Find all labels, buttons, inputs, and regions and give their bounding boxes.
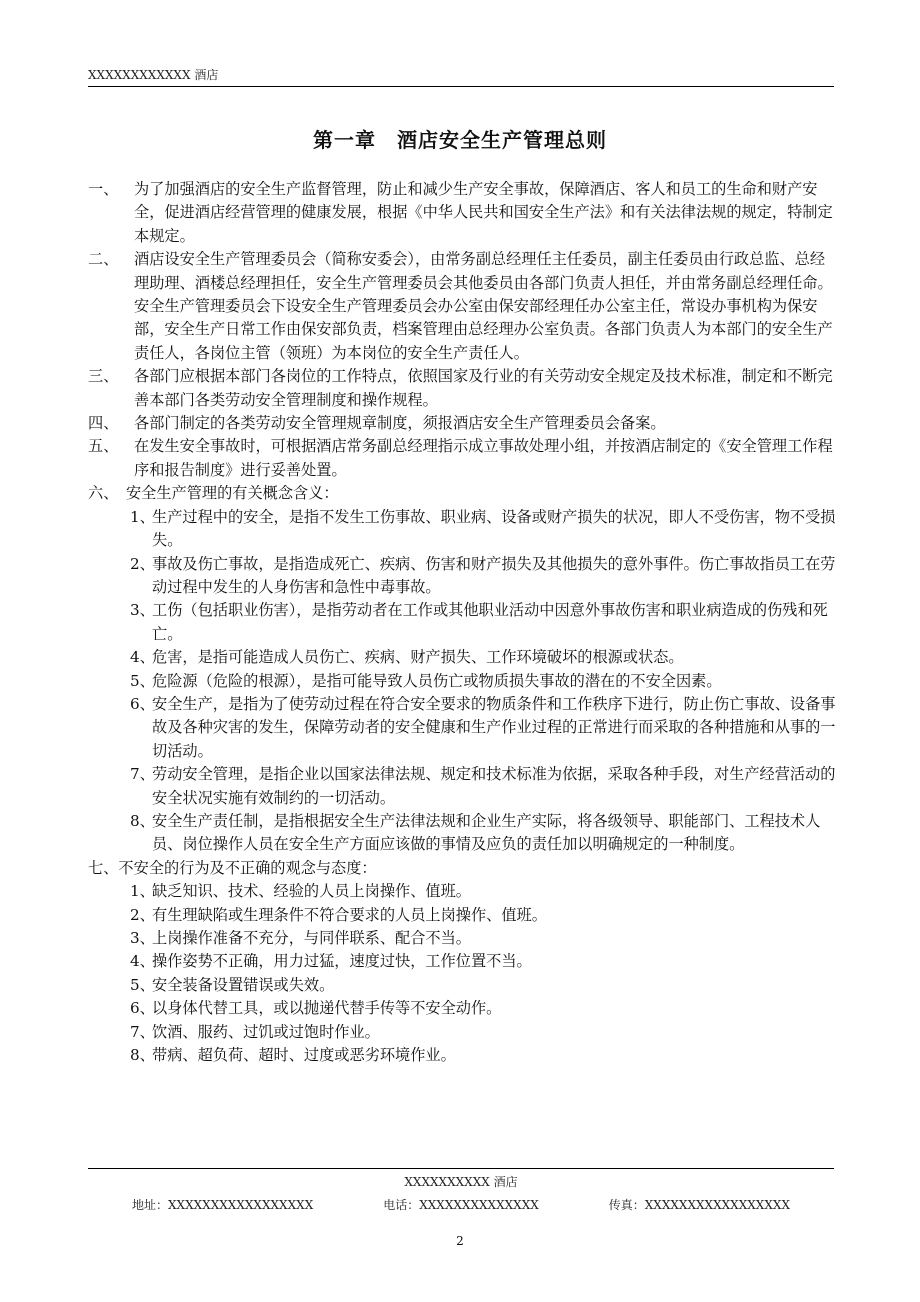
section-text: 酒店设安全生产管理委员会（简称安委会），由常务副总经理任主任委员，副主任委员由行政总监、总经理助理、酒楼总经理担任，安全生产管理委员会其他委员由各部门负责人担任，并由常务副总经理任命。安全生产管理委员会下设安全生产管理委员会办公室由保安部经理任办公室主任，常设办事机构为保安部，安全生产日常工作由保安部负责，档案管理由总经理办公室负责。各部门负责人为本部门的安全生产责任人，各岗位主管（领班）为本岗位的安全生产责任人。 bbox=[134, 250, 833, 362]
footer-address: 地址：XXXXXXXXXXXXXXXXX bbox=[132, 1198, 314, 1212]
list-item bbox=[130, 599, 838, 646]
list-item bbox=[130, 880, 838, 903]
item-number: 6、 bbox=[130, 694, 155, 713]
list-item bbox=[130, 646, 838, 669]
footer-contact-line bbox=[88, 1196, 834, 1213]
section-text: 在发生安全事故时，可根据酒店常务副总经理指示成立事故处理小组，并按酒店制定的《安全管理工作程序和报告制度》进行妥善处置。 bbox=[134, 437, 833, 479]
item-number: 4、 bbox=[130, 648, 155, 667]
list-item bbox=[130, 974, 838, 997]
list-item bbox=[130, 1044, 838, 1067]
section-6-heading: 六、 安全生产管理的有关概念含义： bbox=[88, 484, 339, 503]
item-text: 带病、超负荷、超时、过度或恶劣环境作业。 bbox=[152, 1046, 456, 1065]
page-number: 2 bbox=[456, 1234, 464, 1248]
item-number: 2、 bbox=[130, 554, 155, 573]
item-number: 6、 bbox=[130, 999, 155, 1018]
section-7-heading: 七、不安全的行为及不正确的观念与态度： bbox=[88, 858, 377, 877]
section-number: 五、 bbox=[88, 437, 119, 456]
item-text: 安全生产责任制，是指根据安全生产法律法规和企业生产实际，将各级领导、职能部门、工程技术人员、岗位操作人员在安全生产方面应该做的事情及应负的责任加以明确规定的一种制度。 bbox=[152, 811, 821, 854]
list-item bbox=[130, 553, 838, 600]
item-text: 饮酒、服药、过饥或过饱时作业。 bbox=[152, 1022, 380, 1041]
item-number: 1、 bbox=[130, 882, 155, 901]
item-number: 7、 bbox=[130, 765, 155, 784]
item-text: 以身体代替工具，或以抛递代替手传等不安全动作。 bbox=[152, 999, 502, 1018]
item-number: 3、 bbox=[130, 601, 155, 620]
page-footer bbox=[88, 1168, 834, 1213]
list-item bbox=[130, 1021, 838, 1044]
section-number: 四、 bbox=[88, 414, 119, 433]
list-item bbox=[130, 904, 838, 927]
item-number: 8、 bbox=[130, 811, 155, 830]
header-text: XXXXXXXXXXXX 酒店 bbox=[88, 68, 219, 82]
item-text: 劳动安全管理，是指企业以国家法律法规、规定和技术标准为依据，采取各种手段，对生产经营活动的安全状况实施有效制约的一切活动。 bbox=[152, 765, 836, 807]
item-text: 上岗操作准备不充分，与同伴联系、配合不当。 bbox=[152, 929, 471, 947]
list-item bbox=[130, 950, 838, 973]
item-number: 5、 bbox=[130, 671, 155, 690]
item-text: 安全装备设置错误或失效。 bbox=[152, 975, 335, 994]
item-number: 8、 bbox=[130, 1046, 155, 1065]
item-text: 操作姿势不正确，用力过猛，速度过快，工作位置不当。 bbox=[152, 952, 532, 971]
section-4 bbox=[88, 412, 838, 435]
list-item bbox=[130, 997, 838, 1020]
page-header bbox=[88, 66, 834, 87]
section-3 bbox=[88, 365, 838, 412]
section-1 bbox=[88, 178, 838, 248]
item-number: 4、 bbox=[130, 952, 155, 971]
item-number: 5、 bbox=[130, 975, 155, 994]
section-number: 一、 bbox=[88, 180, 119, 198]
item-text: 危险源（危险的根源），是指可能导致人员伤亡或物质损失事故的潜在的不安全因素。 bbox=[152, 671, 722, 690]
section-number: 二、 bbox=[88, 250, 119, 269]
list-item bbox=[130, 810, 838, 857]
item-number: 3、 bbox=[130, 929, 155, 947]
document-body bbox=[88, 178, 838, 1067]
item-number: 7、 bbox=[130, 1022, 155, 1041]
footer-hotel-name: XXXXXXXXXX 酒店 bbox=[404, 1175, 518, 1189]
item-number: 2、 bbox=[130, 905, 155, 924]
section-number: 三、 bbox=[88, 367, 119, 386]
section-5 bbox=[88, 435, 838, 482]
item-text: 事故及伤亡事故，是指造成死亡、疾病、伤害和财产损失及其他损失的意外事件。伤亡事故指员工在劳动过程中发生的人身伤害和急性中毒事故。 bbox=[152, 554, 836, 596]
list-item bbox=[130, 506, 838, 553]
item-text: 安全生产，是指为了使劳动过程在符合安全要求的物质条件和工作秩序下进行，防止伤亡事故、设备事故及各种灾害的发生，保障劳动者的安全健康和生产作业过程的正常进行而采取的各种措施和从事的一切活动。 bbox=[152, 694, 836, 760]
item-text: 生产过程中的安全，是指不发生工伤事故、职业病、设备或财产损失的状况，即人不受伤害，物不受损失。 bbox=[152, 507, 836, 550]
item-text: 缺乏知识、技术、经验的人员上岗操作、值班。 bbox=[152, 882, 471, 901]
section-text: 各部门制定的各类劳动安全管理规章制度，须报酒店安全生产管理委员会备案。 bbox=[134, 414, 666, 433]
footer-phone: 电话：XXXXXXXXXXXXXX bbox=[383, 1198, 539, 1212]
list-item bbox=[130, 693, 838, 763]
list-item bbox=[130, 927, 838, 950]
item-text: 工伤（包括职业伤害），是指劳动者在工作或其他职业活动中因意外事故伤害和职业病造成的伤残和死亡。 bbox=[152, 601, 828, 643]
footer-fax: 传真：XXXXXXXXXXXXXXXXX bbox=[608, 1198, 790, 1212]
item-text: 有生理缺陷或生理条件不符合要求的人员上岗操作、值班。 bbox=[152, 905, 547, 924]
list-item bbox=[130, 670, 838, 693]
section-text: 为了加强酒店的安全生产监督管理，防止和减少生产安全事故，保障酒店、客人和员工的生命和财产安全，促进酒店经营管理的健康发展，根据《中华人民共和国安全生产法》和有关法律法规的规定，特制定本规定。 bbox=[134, 180, 833, 245]
item-number: 1、 bbox=[130, 507, 155, 526]
section-text: 各部门应根据本部门各岗位的工作特点，依照国家及行业的有关劳动安全规定及技术标准，制定和不断完善本部门各类劳动安全管理制度和操作规程。 bbox=[134, 367, 833, 409]
list-item bbox=[130, 763, 838, 810]
section-2 bbox=[88, 248, 838, 365]
item-text: 危害，是指可能造成人员伤亡、疾病、财产损失、工作环境破坏的根源或状态。 bbox=[152, 648, 684, 667]
page-title: 第一章 酒店安全生产管理总则 bbox=[313, 128, 607, 152]
